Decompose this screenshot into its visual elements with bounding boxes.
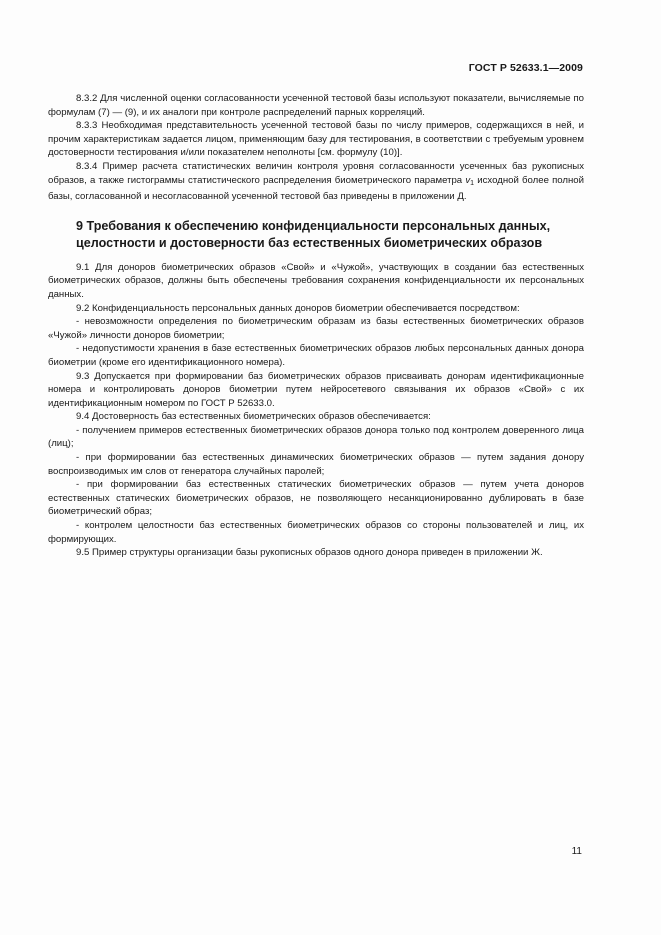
list-item: - недопустимости хранения в базе естественных биометрических образов любых персональных данных донора биометрии (кроме его идентификационного номера).: [48, 343, 584, 368]
paragraph-8-3-4-end: исходной более полной базы, согласованной и несогласованной усеченной тестовой баз приведены в приложении Д.: [48, 174, 585, 203]
variable-subscript: 1: [470, 179, 475, 187]
paragraph-9-2: 9.2 Конфиденциальность персональных данных доноров биометрии обеспечивается посредством:: [76, 302, 520, 314]
page-number: 11: [571, 846, 582, 857]
paragraph-9-3: 9.3 Допускается при формировании баз биометрических образов присваивать донорам идентификационные номера и контролировать доноров биометрии путем нейросетевого связывания их образов «Свой» с их идентификационным номером по ГОСТ Р 52633.0.: [48, 370, 584, 409]
variable-v: v: [465, 174, 471, 186]
list-item: - контролем целостности баз естественных биометрических образов со стороны пользователей и лиц, их формирующих.: [48, 520, 584, 545]
paragraph-8-3-4: [48, 160, 584, 204]
paragraph-8-3-3: 8.3.3 Необходимая представительность усеченной тестовой базы по числу примеров, содержащихся в ней, и прочим характеристикам задается лицом, применяющим базу для тестирования, в соответствии с требуемым уровнем достоверности тестирования и/или показателем неполноты [см. формулу (10)].: [48, 120, 584, 159]
section-9-heading: 9 Требования к обеспечению конфиденциальности персональных данных, целостности и достоверности баз естественных биометрических образов: [76, 218, 551, 250]
list-item: - получением примеров естественных биометрических образов донора только под контролем доверенного лица (лиц);: [48, 424, 584, 450]
paragraph-9-5: 9.5 Пример структуры организации базы рукописных образов одного донора приведен в приложении Ж.: [76, 547, 543, 559]
list-item: - при формировании баз естественных динамических биометрических образов — путем задания донору воспроизводимых им слов от генератора случайных паролей;: [48, 452, 584, 477]
document-body: [48, 92, 584, 560]
list-item: - невозможности определения по биометрическим образам из базы естественных биометрических образов «Чужой» личности доноров биометрии;: [48, 316, 584, 341]
paragraph-9-1: 9.1 Для доноров биометрических образов «Свой» и «Чужой», участвующих в создании баз естественных биометрических образов, должны быть обеспечены требования сохранения конфиденциальности их персональных данных.: [48, 261, 584, 300]
list-item: - при формировании баз естественных статических биометрических образов — путем учета доноров естественных статических биометрических образов, не позволяющего несанкционированно дублировать в базе биометрический образ;: [48, 479, 584, 518]
document-header: ГОСТ Р 52633.1—2009: [468, 62, 583, 74]
paragraph-8-3-2: 8.3.2 Для численной оценки согласованности усеченной тестовой базы используют показатели, вычисляемые по формулам (7) — (9), и их аналоги при контроле распределений парных корреляций.: [48, 93, 584, 118]
paragraph-9-4: 9.4 Достоверность баз естественных биометрических образов обеспечивается:: [76, 411, 431, 423]
paragraph-8-3-4-start: 8.3.4 Пример расчета статистических величин контроля уровня согласованности усеченных баз рукописных образов, а также гистограммы статистического распределения биометрического параметра: [48, 160, 584, 186]
